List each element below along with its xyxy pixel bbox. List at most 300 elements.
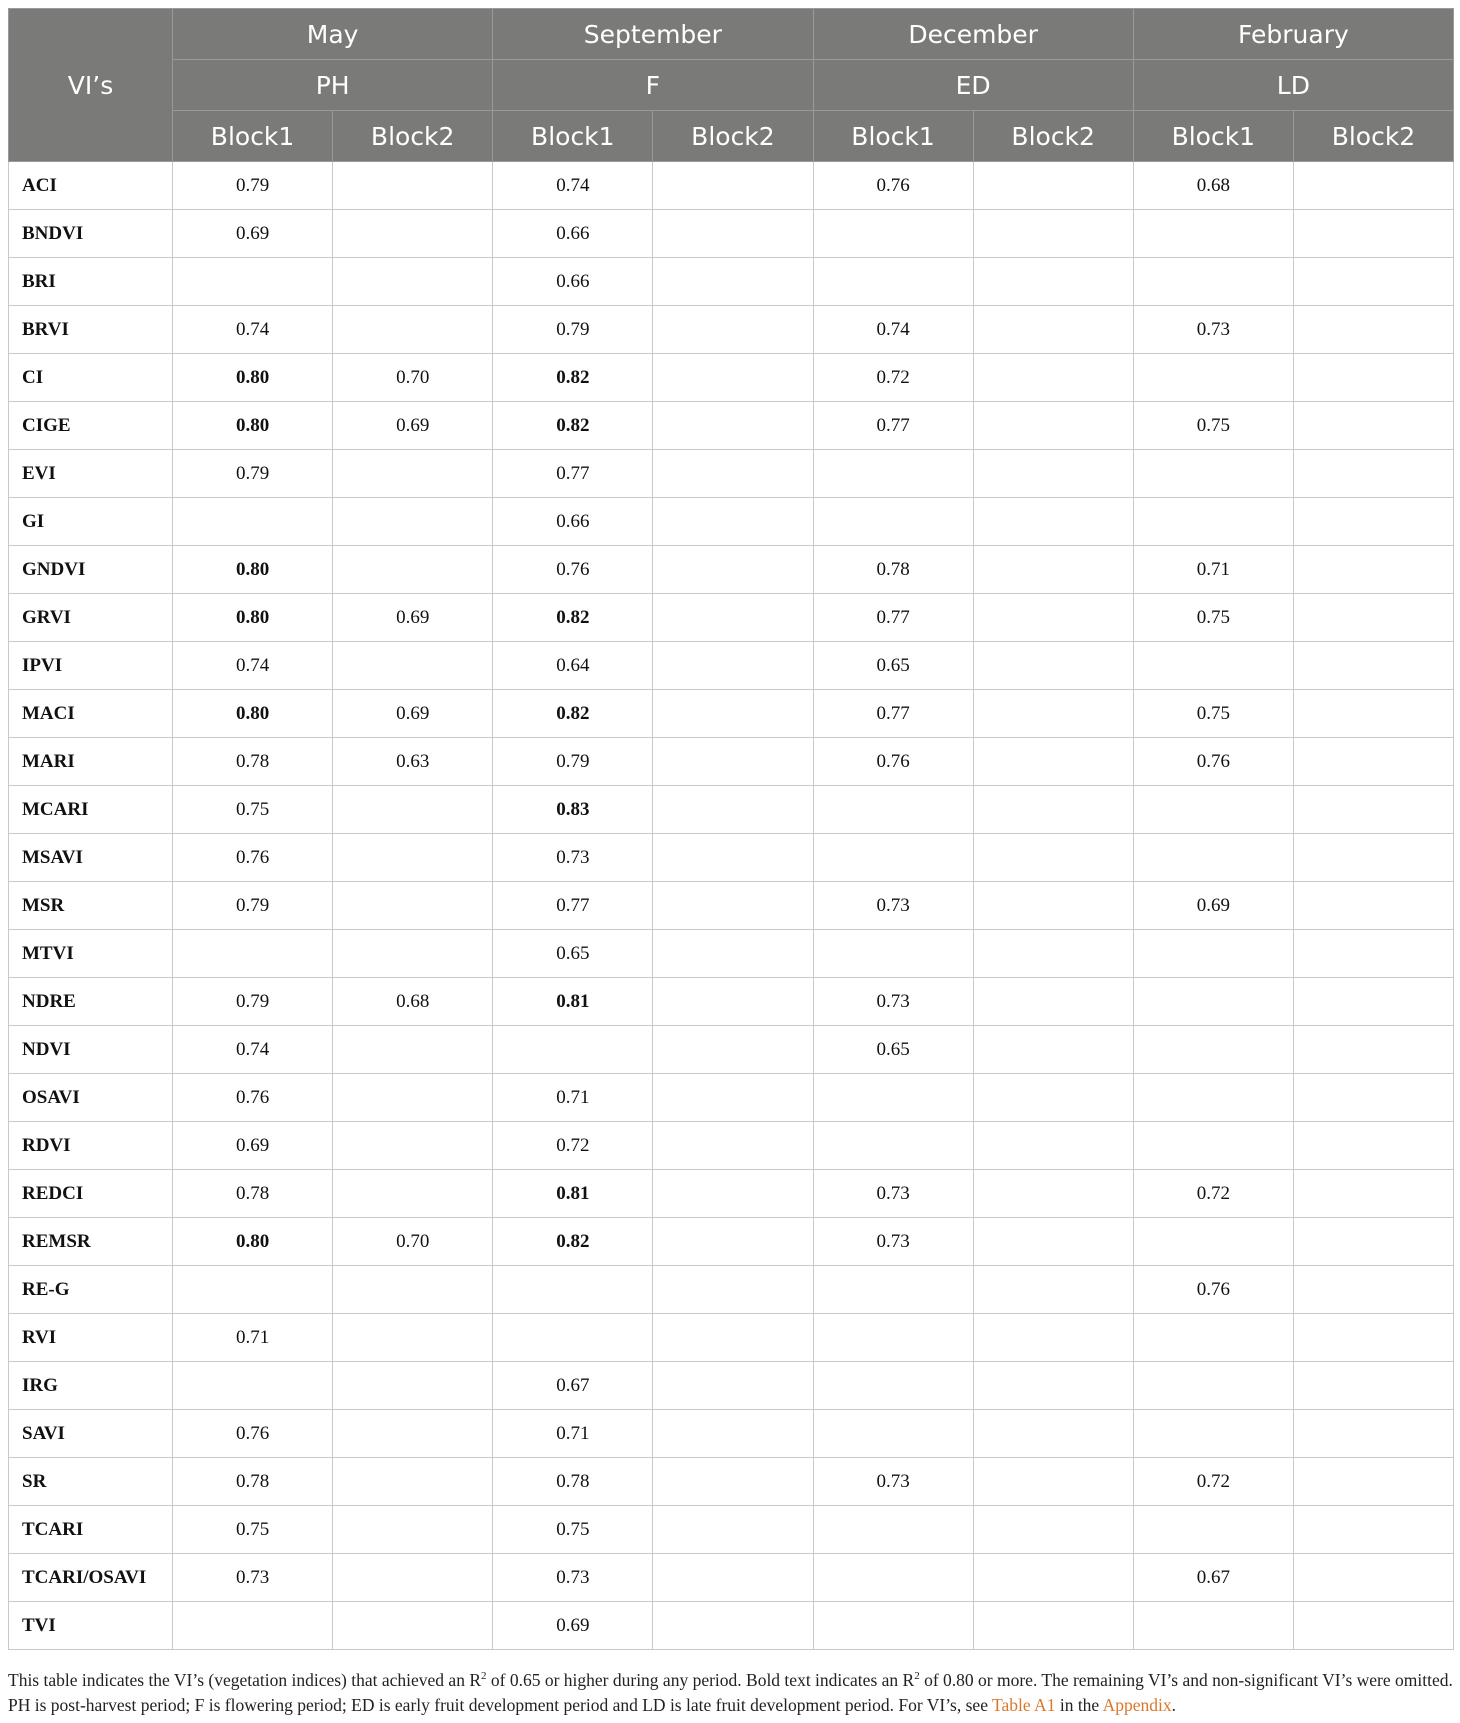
r2-value-cell [1133, 1362, 1293, 1410]
month-header-february: February [1133, 9, 1453, 60]
r2-value-cell: 0.76 [813, 162, 973, 210]
r2-value-cell: 0.73 [1133, 306, 1293, 354]
block-header: Block2 [1293, 111, 1453, 162]
table-row [9, 1602, 1454, 1650]
r2-value-cell: 0.71 [493, 1074, 653, 1122]
vi-name-cell: RDVI [9, 1122, 173, 1170]
r2-value-cell [1133, 834, 1293, 882]
r2-value-cell [1293, 1602, 1453, 1650]
r2-value-cell [333, 642, 493, 690]
r2-value-cell [653, 642, 813, 690]
r2-value-cell [1133, 354, 1293, 402]
r2-value-cell [333, 1026, 493, 1074]
r2-value-cell: 0.73 [813, 978, 973, 1026]
r2-value-cell: 0.77 [813, 690, 973, 738]
header-row-periods [9, 60, 1454, 111]
vi-name-cell: REMSR [9, 1218, 173, 1266]
vi-name-cell: MACI [9, 690, 173, 738]
r2-value-cell [653, 1170, 813, 1218]
vi-name-cell: ACI [9, 162, 173, 210]
table-footnote [8, 1668, 1456, 1718]
r2-value-cell [1133, 930, 1293, 978]
r2-value-cell [973, 1410, 1133, 1458]
r2-value-cell [493, 1266, 653, 1314]
r2-value-cell [973, 594, 1133, 642]
r2-value-cell: 0.76 [813, 738, 973, 786]
footnote-text: of 0.65 or higher during any period. Bold text indicates an R [486, 1670, 915, 1690]
r2-value-cell [813, 930, 973, 978]
r2-value-cell [653, 1458, 813, 1506]
r2-value-cell [1293, 1074, 1453, 1122]
r2-value-cell: 0.75 [173, 1506, 333, 1554]
r2-value-cell: 0.76 [1133, 1266, 1293, 1314]
r2-value-cell [813, 1122, 973, 1170]
r2-value-cell: 0.79 [173, 978, 333, 1026]
vi-name-cell: CI [9, 354, 173, 402]
table-a1-link[interactable]: Table A1 [992, 1695, 1056, 1715]
r2-value-cell: 0.63 [333, 738, 493, 786]
r2-value-cell [813, 210, 973, 258]
r2-value-cell [173, 498, 333, 546]
r2-value-cell [973, 546, 1133, 594]
r2-value-cell: 0.69 [493, 1602, 653, 1650]
r2-value-cell: 0.82 [493, 594, 653, 642]
vi-results-table [8, 8, 1454, 1650]
r2-value-cell [813, 1554, 973, 1602]
r2-value-cell [333, 306, 493, 354]
table-row [9, 1554, 1454, 1602]
r2-value-cell [1293, 1026, 1453, 1074]
vi-name-cell: MSAVI [9, 834, 173, 882]
table-row [9, 402, 1454, 450]
r2-value-cell [653, 546, 813, 594]
r2-value-cell: 0.71 [493, 1410, 653, 1458]
table-row [9, 546, 1454, 594]
block-header: Block2 [653, 111, 813, 162]
block-header: Block1 [1133, 111, 1293, 162]
r2-value-cell: 0.80 [173, 690, 333, 738]
table-row [9, 1506, 1454, 1554]
r2-value-cell [653, 1314, 813, 1362]
r2-value-cell: 0.69 [173, 1122, 333, 1170]
r2-value-cell [1133, 1122, 1293, 1170]
r2-value-cell: 0.83 [493, 786, 653, 834]
r2-value-cell: 0.79 [173, 162, 333, 210]
r2-value-cell: 0.73 [493, 834, 653, 882]
r2-value-cell [653, 162, 813, 210]
r2-value-cell [173, 258, 333, 306]
period-header-f: F [493, 60, 813, 111]
table-row [9, 1170, 1454, 1218]
r2-value-cell [973, 882, 1133, 930]
vi-name-cell: SR [9, 1458, 173, 1506]
r2-value-cell [1293, 1506, 1453, 1554]
r2-value-cell: 0.78 [173, 1170, 333, 1218]
vi-name-cell: GRVI [9, 594, 173, 642]
r2-value-cell [973, 1314, 1133, 1362]
r2-value-cell [653, 306, 813, 354]
vi-name-cell: GNDVI [9, 546, 173, 594]
r2-value-cell [1293, 786, 1453, 834]
r2-value-cell [973, 1458, 1133, 1506]
r2-value-cell: 0.73 [813, 1458, 973, 1506]
r2-value-cell [333, 162, 493, 210]
r2-value-cell: 0.72 [1133, 1458, 1293, 1506]
r2-value-cell [653, 882, 813, 930]
table-body [9, 162, 1454, 1650]
r2-value-cell [333, 1410, 493, 1458]
r2-value-cell [813, 1266, 973, 1314]
r2-value-cell [653, 834, 813, 882]
r2-value-cell [813, 450, 973, 498]
r2-value-cell: 0.69 [173, 210, 333, 258]
r2-value-cell [333, 1458, 493, 1506]
r2-value-cell [813, 1410, 973, 1458]
table-header [9, 9, 1454, 162]
r2-value-cell: 0.82 [493, 402, 653, 450]
table-row [9, 1362, 1454, 1410]
r2-value-cell [653, 1554, 813, 1602]
r2-value-cell [653, 1122, 813, 1170]
r2-value-cell [653, 1026, 813, 1074]
r2-value-cell [1293, 930, 1453, 978]
r2-value-cell: 0.76 [493, 546, 653, 594]
r2-value-cell [973, 978, 1133, 1026]
r2-value-cell [653, 258, 813, 306]
r2-value-cell: 0.71 [1133, 546, 1293, 594]
table-row [9, 258, 1454, 306]
r2-value-cell: 0.80 [173, 1218, 333, 1266]
r2-value-cell: 0.73 [813, 1170, 973, 1218]
vi-name-cell: EVI [9, 450, 173, 498]
r2-value-cell [333, 786, 493, 834]
r2-value-cell [973, 1266, 1133, 1314]
r2-value-cell: 0.82 [493, 354, 653, 402]
r2-value-cell [1293, 546, 1453, 594]
vi-name-cell: CIGE [9, 402, 173, 450]
r2-value-cell [1133, 1314, 1293, 1362]
r2-value-cell: 0.73 [493, 1554, 653, 1602]
r2-value-cell [1293, 1170, 1453, 1218]
r2-value-cell: 0.81 [493, 1170, 653, 1218]
r2-value-cell [653, 402, 813, 450]
appendix-link[interactable]: Appendix [1102, 1695, 1172, 1715]
vi-name-cell: MSR [9, 882, 173, 930]
r2-value-cell [813, 1602, 973, 1650]
r2-value-cell: 0.67 [493, 1362, 653, 1410]
r2-value-cell [813, 834, 973, 882]
r2-value-cell: 0.73 [173, 1554, 333, 1602]
r2-value-cell: 0.66 [493, 210, 653, 258]
r2-value-cell [653, 786, 813, 834]
r2-value-cell [653, 594, 813, 642]
vi-name-cell: GI [9, 498, 173, 546]
r2-value-cell: 0.69 [1133, 882, 1293, 930]
r2-value-cell: 0.72 [813, 354, 973, 402]
table-row [9, 1410, 1454, 1458]
r2-value-cell: 0.65 [813, 1026, 973, 1074]
r2-value-cell [1293, 642, 1453, 690]
header-row-months [9, 9, 1454, 60]
r2-value-cell [333, 1506, 493, 1554]
r2-value-cell [1293, 162, 1453, 210]
footnote-text: of 0.80 or more. The remaining VI’s and non-significant VI’s were omitted. PH is post-harvest period; F is flowering period; ED is early fruit development period and LD is late fruit development period. For VI’s, see [8, 1670, 1453, 1715]
block-header: Block1 [493, 111, 653, 162]
r2-value-cell [653, 1266, 813, 1314]
r2-value-cell [1133, 450, 1293, 498]
r2-value-cell [1293, 258, 1453, 306]
vi-name-cell: REDCI [9, 1170, 173, 1218]
r2-value-cell: 0.65 [493, 930, 653, 978]
r2-value-cell: 0.79 [173, 450, 333, 498]
footnote-superscript: 2 [914, 1670, 920, 1683]
table-row [9, 642, 1454, 690]
block-header: Block2 [333, 111, 493, 162]
r2-value-cell: 0.80 [173, 402, 333, 450]
footnote-superscript: 2 [481, 1670, 487, 1683]
r2-value-cell [973, 258, 1133, 306]
r2-value-cell [813, 786, 973, 834]
r2-value-cell [653, 1074, 813, 1122]
block-header: Block1 [173, 111, 333, 162]
table-row [9, 1314, 1454, 1362]
r2-value-cell [1133, 1074, 1293, 1122]
r2-value-cell [813, 258, 973, 306]
table-row [9, 1074, 1454, 1122]
r2-value-cell [1133, 1026, 1293, 1074]
r2-value-cell: 0.68 [1133, 162, 1293, 210]
r2-value-cell: 0.78 [173, 1458, 333, 1506]
r2-value-cell [653, 978, 813, 1026]
r2-value-cell [173, 1362, 333, 1410]
r2-value-cell: 0.74 [173, 1026, 333, 1074]
r2-value-cell [333, 1170, 493, 1218]
r2-value-cell [813, 1362, 973, 1410]
r2-value-cell [1133, 1410, 1293, 1458]
r2-value-cell: 0.71 [173, 1314, 333, 1362]
r2-value-cell [1133, 498, 1293, 546]
r2-value-cell: 0.79 [493, 738, 653, 786]
vi-name-cell: RVI [9, 1314, 173, 1362]
r2-value-cell [653, 1602, 813, 1650]
r2-value-cell: 0.75 [493, 1506, 653, 1554]
r2-value-cell: 0.70 [333, 354, 493, 402]
r2-value-cell: 0.67 [1133, 1554, 1293, 1602]
period-header-ph: PH [173, 60, 493, 111]
month-header-may: May [173, 9, 493, 60]
table-row [9, 210, 1454, 258]
table-row [9, 1458, 1454, 1506]
r2-value-cell [813, 498, 973, 546]
r2-value-cell: 0.76 [173, 1410, 333, 1458]
vi-column-header: VI’s [9, 9, 173, 162]
vi-name-cell: BRI [9, 258, 173, 306]
table-row [9, 786, 1454, 834]
r2-value-cell [333, 258, 493, 306]
r2-value-cell [973, 642, 1133, 690]
r2-value-cell: 0.65 [813, 642, 973, 690]
table-row [9, 690, 1454, 738]
table-row [9, 1266, 1454, 1314]
r2-value-cell [653, 210, 813, 258]
r2-value-cell [653, 1410, 813, 1458]
r2-value-cell [1293, 498, 1453, 546]
r2-value-cell [973, 354, 1133, 402]
r2-value-cell [1293, 1362, 1453, 1410]
r2-value-cell [973, 690, 1133, 738]
r2-value-cell: 0.80 [173, 594, 333, 642]
r2-value-cell [493, 1314, 653, 1362]
r2-value-cell: 0.69 [333, 402, 493, 450]
vi-name-cell: MARI [9, 738, 173, 786]
r2-value-cell [1133, 642, 1293, 690]
r2-value-cell [1293, 834, 1453, 882]
r2-value-cell: 0.74 [493, 162, 653, 210]
r2-value-cell: 0.80 [173, 546, 333, 594]
r2-value-cell [1293, 354, 1453, 402]
r2-value-cell [333, 1362, 493, 1410]
table-row [9, 738, 1454, 786]
r2-value-cell [813, 1506, 973, 1554]
r2-value-cell [813, 1074, 973, 1122]
r2-value-cell: 0.70 [333, 1218, 493, 1266]
table-row [9, 1026, 1454, 1074]
r2-value-cell [973, 498, 1133, 546]
r2-value-cell [1293, 1218, 1453, 1266]
footnote-text: This table indicates the VI’s (vegetation indices) that achieved an R [8, 1670, 481, 1690]
r2-value-cell [1293, 306, 1453, 354]
r2-value-cell [653, 690, 813, 738]
r2-value-cell: 0.74 [173, 642, 333, 690]
r2-value-cell: 0.78 [173, 738, 333, 786]
r2-value-cell [813, 1314, 973, 1362]
r2-value-cell [1293, 1458, 1453, 1506]
r2-value-cell [973, 786, 1133, 834]
r2-value-cell [1293, 450, 1453, 498]
table-container [8, 8, 1453, 1650]
r2-value-cell: 0.68 [333, 978, 493, 1026]
table-row [9, 882, 1454, 930]
r2-value-cell [653, 1506, 813, 1554]
r2-value-cell [973, 1362, 1133, 1410]
r2-value-cell [333, 1314, 493, 1362]
r2-value-cell [493, 1026, 653, 1074]
r2-value-cell: 0.64 [493, 642, 653, 690]
r2-value-cell [1293, 690, 1453, 738]
r2-value-cell [1133, 1506, 1293, 1554]
r2-value-cell: 0.72 [1133, 1170, 1293, 1218]
r2-value-cell [653, 498, 813, 546]
period-header-ld: LD [1133, 60, 1453, 111]
r2-value-cell: 0.75 [1133, 594, 1293, 642]
r2-value-cell [1133, 1218, 1293, 1266]
r2-value-cell [333, 882, 493, 930]
r2-value-cell [173, 930, 333, 978]
table-row [9, 978, 1454, 1026]
r2-value-cell [173, 1602, 333, 1650]
r2-value-cell [333, 498, 493, 546]
r2-value-cell: 0.79 [493, 306, 653, 354]
vi-name-cell: TCARI/OSAVI [9, 1554, 173, 1602]
r2-value-cell: 0.74 [813, 306, 973, 354]
period-header-ed: ED [813, 60, 1133, 111]
r2-value-cell [653, 450, 813, 498]
table-row [9, 1218, 1454, 1266]
r2-value-cell [973, 1122, 1133, 1170]
vi-name-cell: TCARI [9, 1506, 173, 1554]
r2-value-cell [973, 1026, 1133, 1074]
r2-value-cell: 0.74 [173, 306, 333, 354]
r2-value-cell [333, 210, 493, 258]
r2-value-cell: 0.77 [493, 450, 653, 498]
r2-value-cell: 0.75 [1133, 690, 1293, 738]
table-row [9, 354, 1454, 402]
r2-value-cell: 0.82 [493, 690, 653, 738]
r2-value-cell [1293, 1266, 1453, 1314]
r2-value-cell [1293, 1410, 1453, 1458]
month-header-december: December [813, 9, 1133, 60]
r2-value-cell [973, 1554, 1133, 1602]
table-row [9, 450, 1454, 498]
r2-value-cell: 0.75 [1133, 402, 1293, 450]
r2-value-cell: 0.77 [813, 402, 973, 450]
r2-value-cell: 0.79 [173, 882, 333, 930]
r2-value-cell [973, 1218, 1133, 1266]
r2-value-cell [1293, 738, 1453, 786]
r2-value-cell [1293, 882, 1453, 930]
vi-name-cell: BNDVI [9, 210, 173, 258]
r2-value-cell [653, 930, 813, 978]
r2-value-cell: 0.78 [493, 1458, 653, 1506]
table-row [9, 1122, 1454, 1170]
r2-value-cell [1293, 1314, 1453, 1362]
r2-value-cell: 0.75 [173, 786, 333, 834]
r2-value-cell [973, 738, 1133, 786]
r2-value-cell: 0.76 [173, 834, 333, 882]
footnote-text: . [1171, 1695, 1177, 1715]
r2-value-cell [1133, 786, 1293, 834]
r2-value-cell: 0.82 [493, 1218, 653, 1266]
r2-value-cell [973, 210, 1133, 258]
r2-value-cell [1293, 402, 1453, 450]
r2-value-cell [1293, 1122, 1453, 1170]
vi-name-cell: NDVI [9, 1026, 173, 1074]
r2-value-cell [973, 1602, 1133, 1650]
r2-value-cell [333, 546, 493, 594]
r2-value-cell [1133, 978, 1293, 1026]
r2-value-cell [173, 1266, 333, 1314]
vi-name-cell: SAVI [9, 1410, 173, 1458]
r2-value-cell [1133, 1602, 1293, 1650]
r2-value-cell [1293, 1554, 1453, 1602]
r2-value-cell [1133, 210, 1293, 258]
r2-value-cell: 0.80 [173, 354, 333, 402]
r2-value-cell: 0.77 [813, 594, 973, 642]
block-header: Block2 [973, 111, 1133, 162]
r2-value-cell [653, 354, 813, 402]
footnote-text: in the [1055, 1695, 1103, 1715]
r2-value-cell: 0.69 [333, 594, 493, 642]
r2-value-cell: 0.66 [493, 498, 653, 546]
table-row [9, 834, 1454, 882]
r2-value-cell [333, 1074, 493, 1122]
vi-name-cell: IPVI [9, 642, 173, 690]
r2-value-cell: 0.76 [1133, 738, 1293, 786]
r2-value-cell [973, 930, 1133, 978]
r2-value-cell: 0.69 [333, 690, 493, 738]
vi-name-cell: MTVI [9, 930, 173, 978]
vi-name-cell: IRG [9, 1362, 173, 1410]
